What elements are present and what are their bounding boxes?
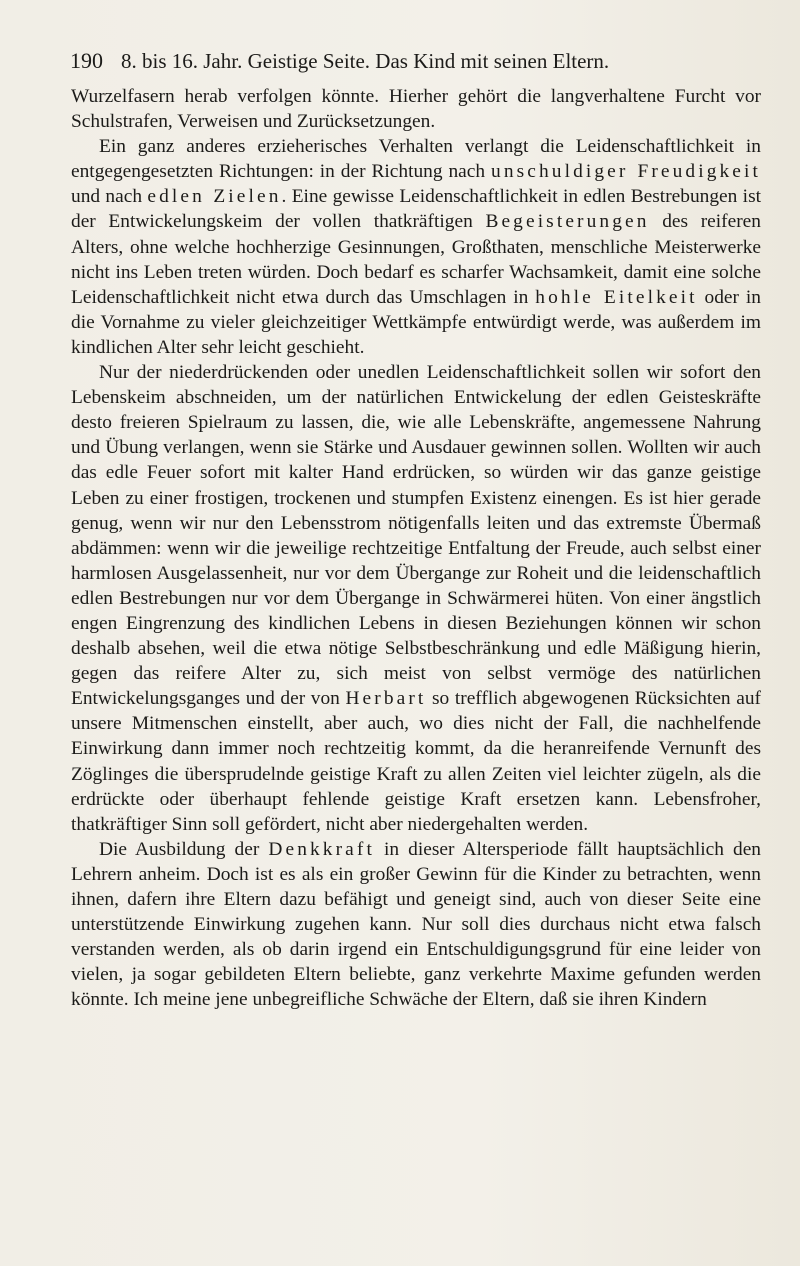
running-title: 8. bis 16. Jahr. Geistige Seite. Das Kind mit seinen Eltern. bbox=[121, 49, 610, 73]
page-number: 190 bbox=[70, 48, 103, 73]
paragraph bbox=[71, 360, 761, 837]
text-run: Die Ausbildung der bbox=[99, 838, 269, 860]
body-text bbox=[71, 84, 761, 1012]
text-run: oder in die Vornahme zu vieler gleichzeitiger Wettkämpfe entwürdigt werde, was außerdem im kindlichen Alter sehr leicht geschieht. bbox=[71, 286, 761, 358]
text-run: Wurzelfasern herab verfolgen könnte. Hierher gehört die langverhaltene Furcht vor Schulstrafen, Verweisen und Zurücksetzungen. bbox=[71, 86, 761, 133]
emphasized-term: unschuldiger Freudigkeit bbox=[491, 161, 761, 183]
emphasized-term: hohle Eitelkeit bbox=[535, 286, 698, 308]
paragraph bbox=[71, 134, 761, 360]
text-run: Nur der niederdrückenden oder unedlen Leidenschaftlichkeit sollen wir sofort den Lebenskeim abschneiden, um der natürlichen Entwickelung der edlen Geisteskräfte desto freieren Spielraum zu lassen, die, wie alle Lebenskräfte, angemessene Nahrung und Übung verlangen, wenn sie Stärke und Ausdauer gewinnen sollen. Wollten wir auch das edle Feuer sofort mit kalter Hand erdrücken, so würden wir das ganze geistige Leben zu einer frostigen, trockenen und stumpfen Existenz einengen. Es ist hier gerade genug, wenn wir nur den Lebensstrom nötigenfalls leiten und das extremste Übermaß abdämmen: wenn wir die jeweilige rechtzeitige Entfaltung der Freude, auch selbst einer harmlosen Ausgelassenheit, nur vor dem Übergange zur Roheit und die leidenschaftlich edlen Bestrebungen nur vor dem Übergange in Schwärmerei hüten. Von einer ängstlich engen Eingrenzung des kindlichen Lebens in diesen Beziehungen können wir schon deshalb absehen, weil die etwa nötige Selbstbeschränkung und edle Mäßigung hierin, gegen das reifere Alter zu, sich meist von selbst vermöge des natürlichen Entwickelungsganges und der von bbox=[71, 362, 761, 710]
paragraph bbox=[71, 837, 761, 1013]
text-run: und nach bbox=[71, 186, 148, 208]
text-run: so trefflich abgewogenen Rücksichten auf unsere Mitmenschen einstellt, aber auch, wo dies nicht der Fall, die nachhelfende Einwirkung dann immer noch rechtzeitig kommt, da die heranreifende Vernunft des Zöglinges die übersprudelnde geistige Kraft zu allen Zeiten viel leichter zügeln, als die erdrückte oder überhaupt fehlende geistige Kraft ersetzen kann. Lebensfroher, thatkräftiger Sinn soll gefördert, nicht aber niedergehalten werden. bbox=[71, 688, 761, 835]
emphasized-term: edlen Zielen bbox=[147, 186, 282, 208]
text-run: . Eine gewisse Leidenschaftlichkeit in edlen Bestrebungen ist der Entwickelungskeim der vollen thatkräftigen bbox=[71, 186, 762, 233]
emphasized-term: Herbart bbox=[345, 688, 427, 710]
emphasized-term: Denkkraft bbox=[268, 838, 375, 860]
running-header bbox=[70, 48, 760, 74]
text-run: des reiferen Alters, ohne welche hochherzige Gesinnungen, Großthaten, menschliche Meisterwerke nicht ins Leben treten würden. Doch bedarf es scharfer Wachsamkeit, damit eine solche Leidenschaftlichkeit nicht etwa durch das Umschlagen in bbox=[71, 211, 761, 308]
text-run: Ein ganz anderes erzieherisches Verhalten verlangt die Leidenschaftlichkeit in entgegengesetzten Richtungen: in der Richtung nach bbox=[71, 136, 761, 183]
paragraph bbox=[71, 84, 761, 134]
text-run: in dieser Altersperiode fällt hauptsächlich den Lehrern anheim. Doch ist es als ein großer Gewinn für die Kinder zu betrachten, wenn ihnen, dafern ihre Eltern dazu befähigt und geneigt sind, auch von dieser Seite eine unterstützende Einwirkung zugehen kann. Nur soll dies durchaus nicht etwa falsch verstanden werden, als ob darin irgend ein Entschuldigungsgrund für eine leider von vielen, ja sogar gebildeten Eltern beliebte, ganz verkehrte Maxime gefunden werden könnte. Ich meine jene unbegreifliche Schwäche der Eltern, daß sie ihren Kindern bbox=[71, 838, 762, 1011]
emphasized-term: Begeisterungen bbox=[485, 211, 650, 233]
